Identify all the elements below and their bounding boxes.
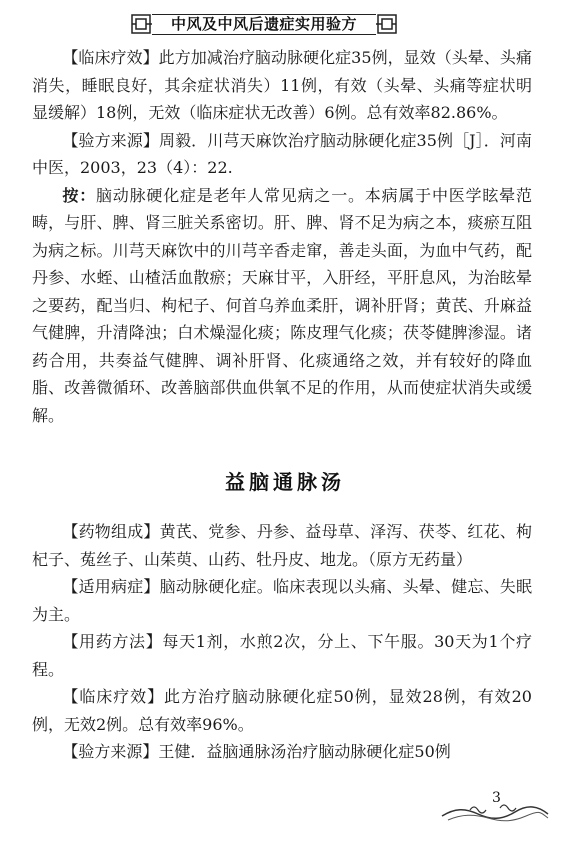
paragraph-text: 此方治疗脑动脉硬化症50例，显效28例，有效20例，无效2例。总有效率96%。 xyxy=(32,687,532,734)
section-label: 【验方来源】 xyxy=(62,742,159,761)
paragraph-source xyxy=(32,127,532,182)
paragraph-text: 脑动脉硬化症是老年人常见病之一。本病属于中医学眩晕范畴，与肝、脾、肾三脏关系密切。肝、脾、肾不足为病之本，痰瘀互阻为病之标。川芎天麻饮中的川芎辛香走窜，善走头面，为血中气药，配丹参、水蛭、山楂活血散瘀；天麻甘平，入肝经，平肝息风，为治眩晕之要药，配当归、枸杞子、何首乌养血柔肝，调补肝肾；黄芪、升麻益气健脾，升清降浊；白术燥湿化痰；陈皮理气化痰；茯苓健脾渗湿。诸药合用，共奏益气健脾、调补肝肾、化痰通络之效，并有较好的降血脂、改善微循环、改善脑部供血供氧不足的作用，从而使症状消失或缓解。 xyxy=(32,185,532,425)
header-title: 中风及中风后遗症实用验方 xyxy=(170,15,357,33)
paragraph-text: 王健．益脑通脉汤治疗脑动脉硬化症50例 xyxy=(158,742,451,761)
footer-wave-ornament-icon xyxy=(440,800,550,824)
article-body-bottom xyxy=(32,518,532,766)
section-label: 【临床疗效】 xyxy=(62,48,159,67)
section-label: 【临床疗效】 xyxy=(62,687,165,706)
paragraph-usage xyxy=(32,628,532,683)
running-header xyxy=(130,8,398,40)
paragraph-text: 周毅．川芎天麻饮治疗脑动脉硬化症35例［J］．河南中医，2003，23（4）：22. xyxy=(32,130,532,177)
paragraph-indications xyxy=(32,573,532,628)
paragraph-ingredients xyxy=(32,518,532,573)
paragraph-text: 此方加减治疗脑动脉硬化症35例，显效（头晕、头痛消失，睡眠良好，其余症状消失）11例，有效（头晕、头痛等症状明显缓解）18例，无效（临床症状无改善）6例。总有效率82.86%。 xyxy=(32,48,532,122)
section-label: 【适用病症】 xyxy=(62,577,160,596)
paragraph-clinical-efficacy-2 xyxy=(32,683,532,738)
article-body-top xyxy=(32,44,532,429)
paragraph-clinical-efficacy xyxy=(32,44,532,127)
commentary-label: 按： xyxy=(62,185,96,205)
paragraph-text: 脑动脉硬化症。临床表现以头痛、头晕、健忘、失眠为主。 xyxy=(32,577,532,624)
ornament-knot-icon xyxy=(376,13,398,35)
section-label: 【验方来源】 xyxy=(62,130,159,150)
page-number: 3 xyxy=(492,790,501,806)
section-label: 【用药方法】 xyxy=(62,632,163,651)
paragraph-text: 每天1剂，水煎2次，分上、下午服。30天为1个疗程。 xyxy=(32,632,532,679)
section-label: 【药物组成】 xyxy=(62,522,160,541)
section-title: 益脑通脉汤 xyxy=(225,470,345,494)
paragraph-source-2 xyxy=(32,738,532,766)
paragraph-text: 黄芪、党参、丹参、益母草、泽泻、茯苓、红花、枸杞子、菟丝子、山茱萸、山药、牡丹皮、地龙。（原方无药量） xyxy=(32,522,532,569)
paragraph-commentary xyxy=(32,182,532,430)
